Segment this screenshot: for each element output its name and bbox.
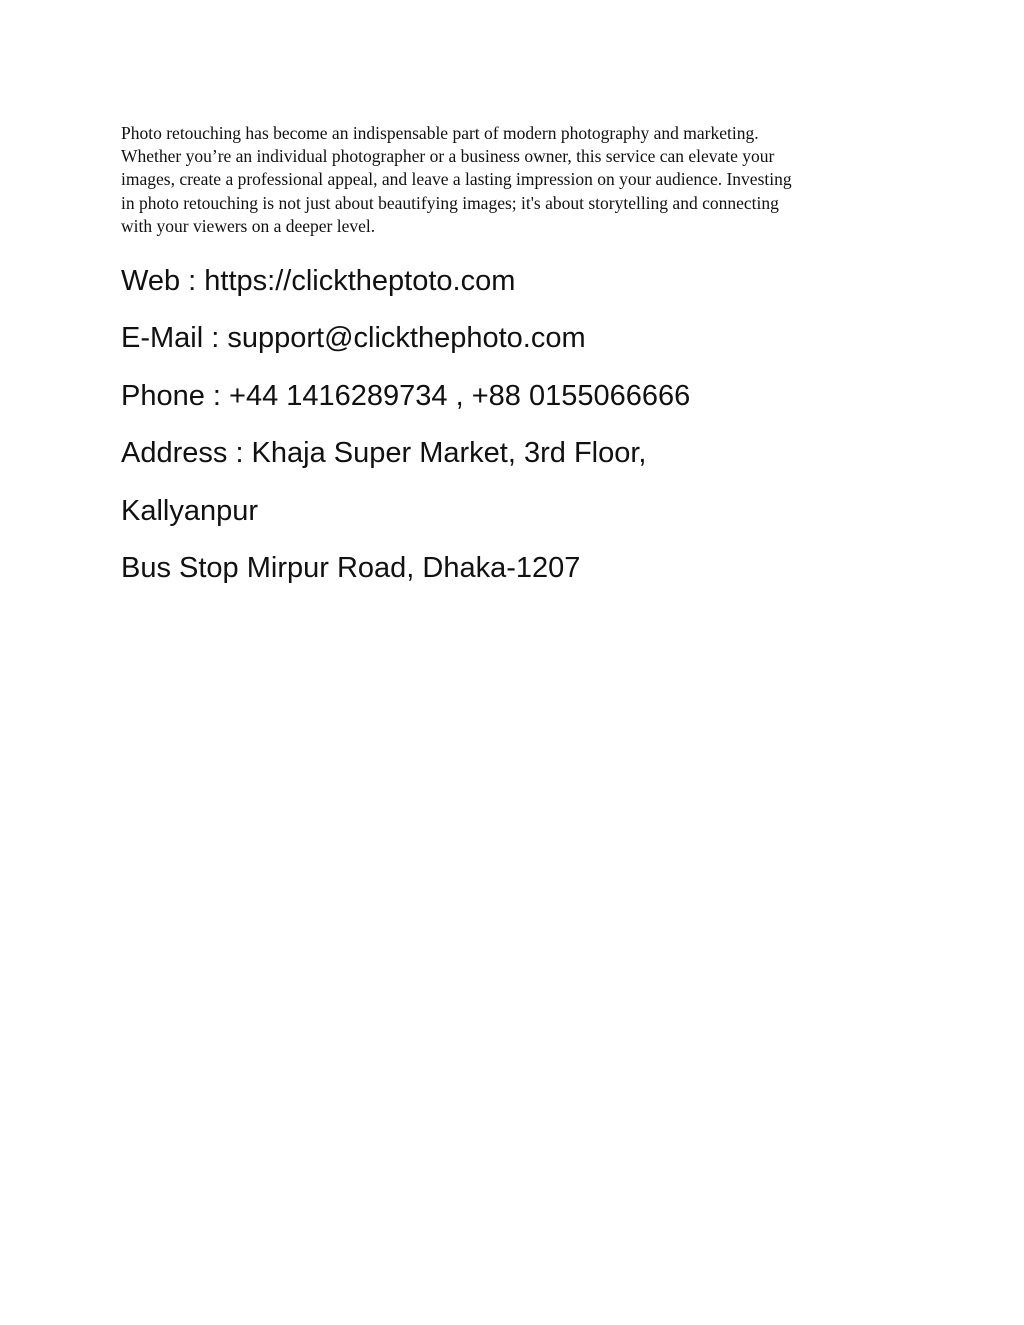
intro-line: in photo retouching is not just about beautifying images; it's about storytelling and connecting bbox=[121, 192, 779, 213]
contact-address-line-3: Bus Stop Mirpur Road, Dhaka-1207 bbox=[121, 552, 581, 584]
contact-address-line-1: Address : Khaja Super Market, 3rd Floor, bbox=[121, 437, 647, 469]
intro-line: with your viewers on a deeper level. bbox=[121, 215, 376, 236]
intro-paragraph bbox=[121, 122, 911, 238]
contact-email: E-Mail : support@clickthephoto.com bbox=[121, 322, 586, 354]
intro-line: Whether you’re an individual photographer or a business owner, this service can elevate your bbox=[121, 146, 775, 167]
contact-address-line-2: Kallyanpur bbox=[121, 495, 259, 527]
contact-phone: Phone : +44 1416289734 , +88 0155066666 bbox=[121, 380, 691, 412]
intro-line: Photo retouching has become an indispensable part of modern photography and marketing. bbox=[121, 123, 759, 143]
intro-line: images, create a professional appeal, and leave a lasting impression on your audience. Investing bbox=[121, 169, 792, 190]
contact-web: Web : https://clicktheptoto.com bbox=[121, 265, 516, 297]
